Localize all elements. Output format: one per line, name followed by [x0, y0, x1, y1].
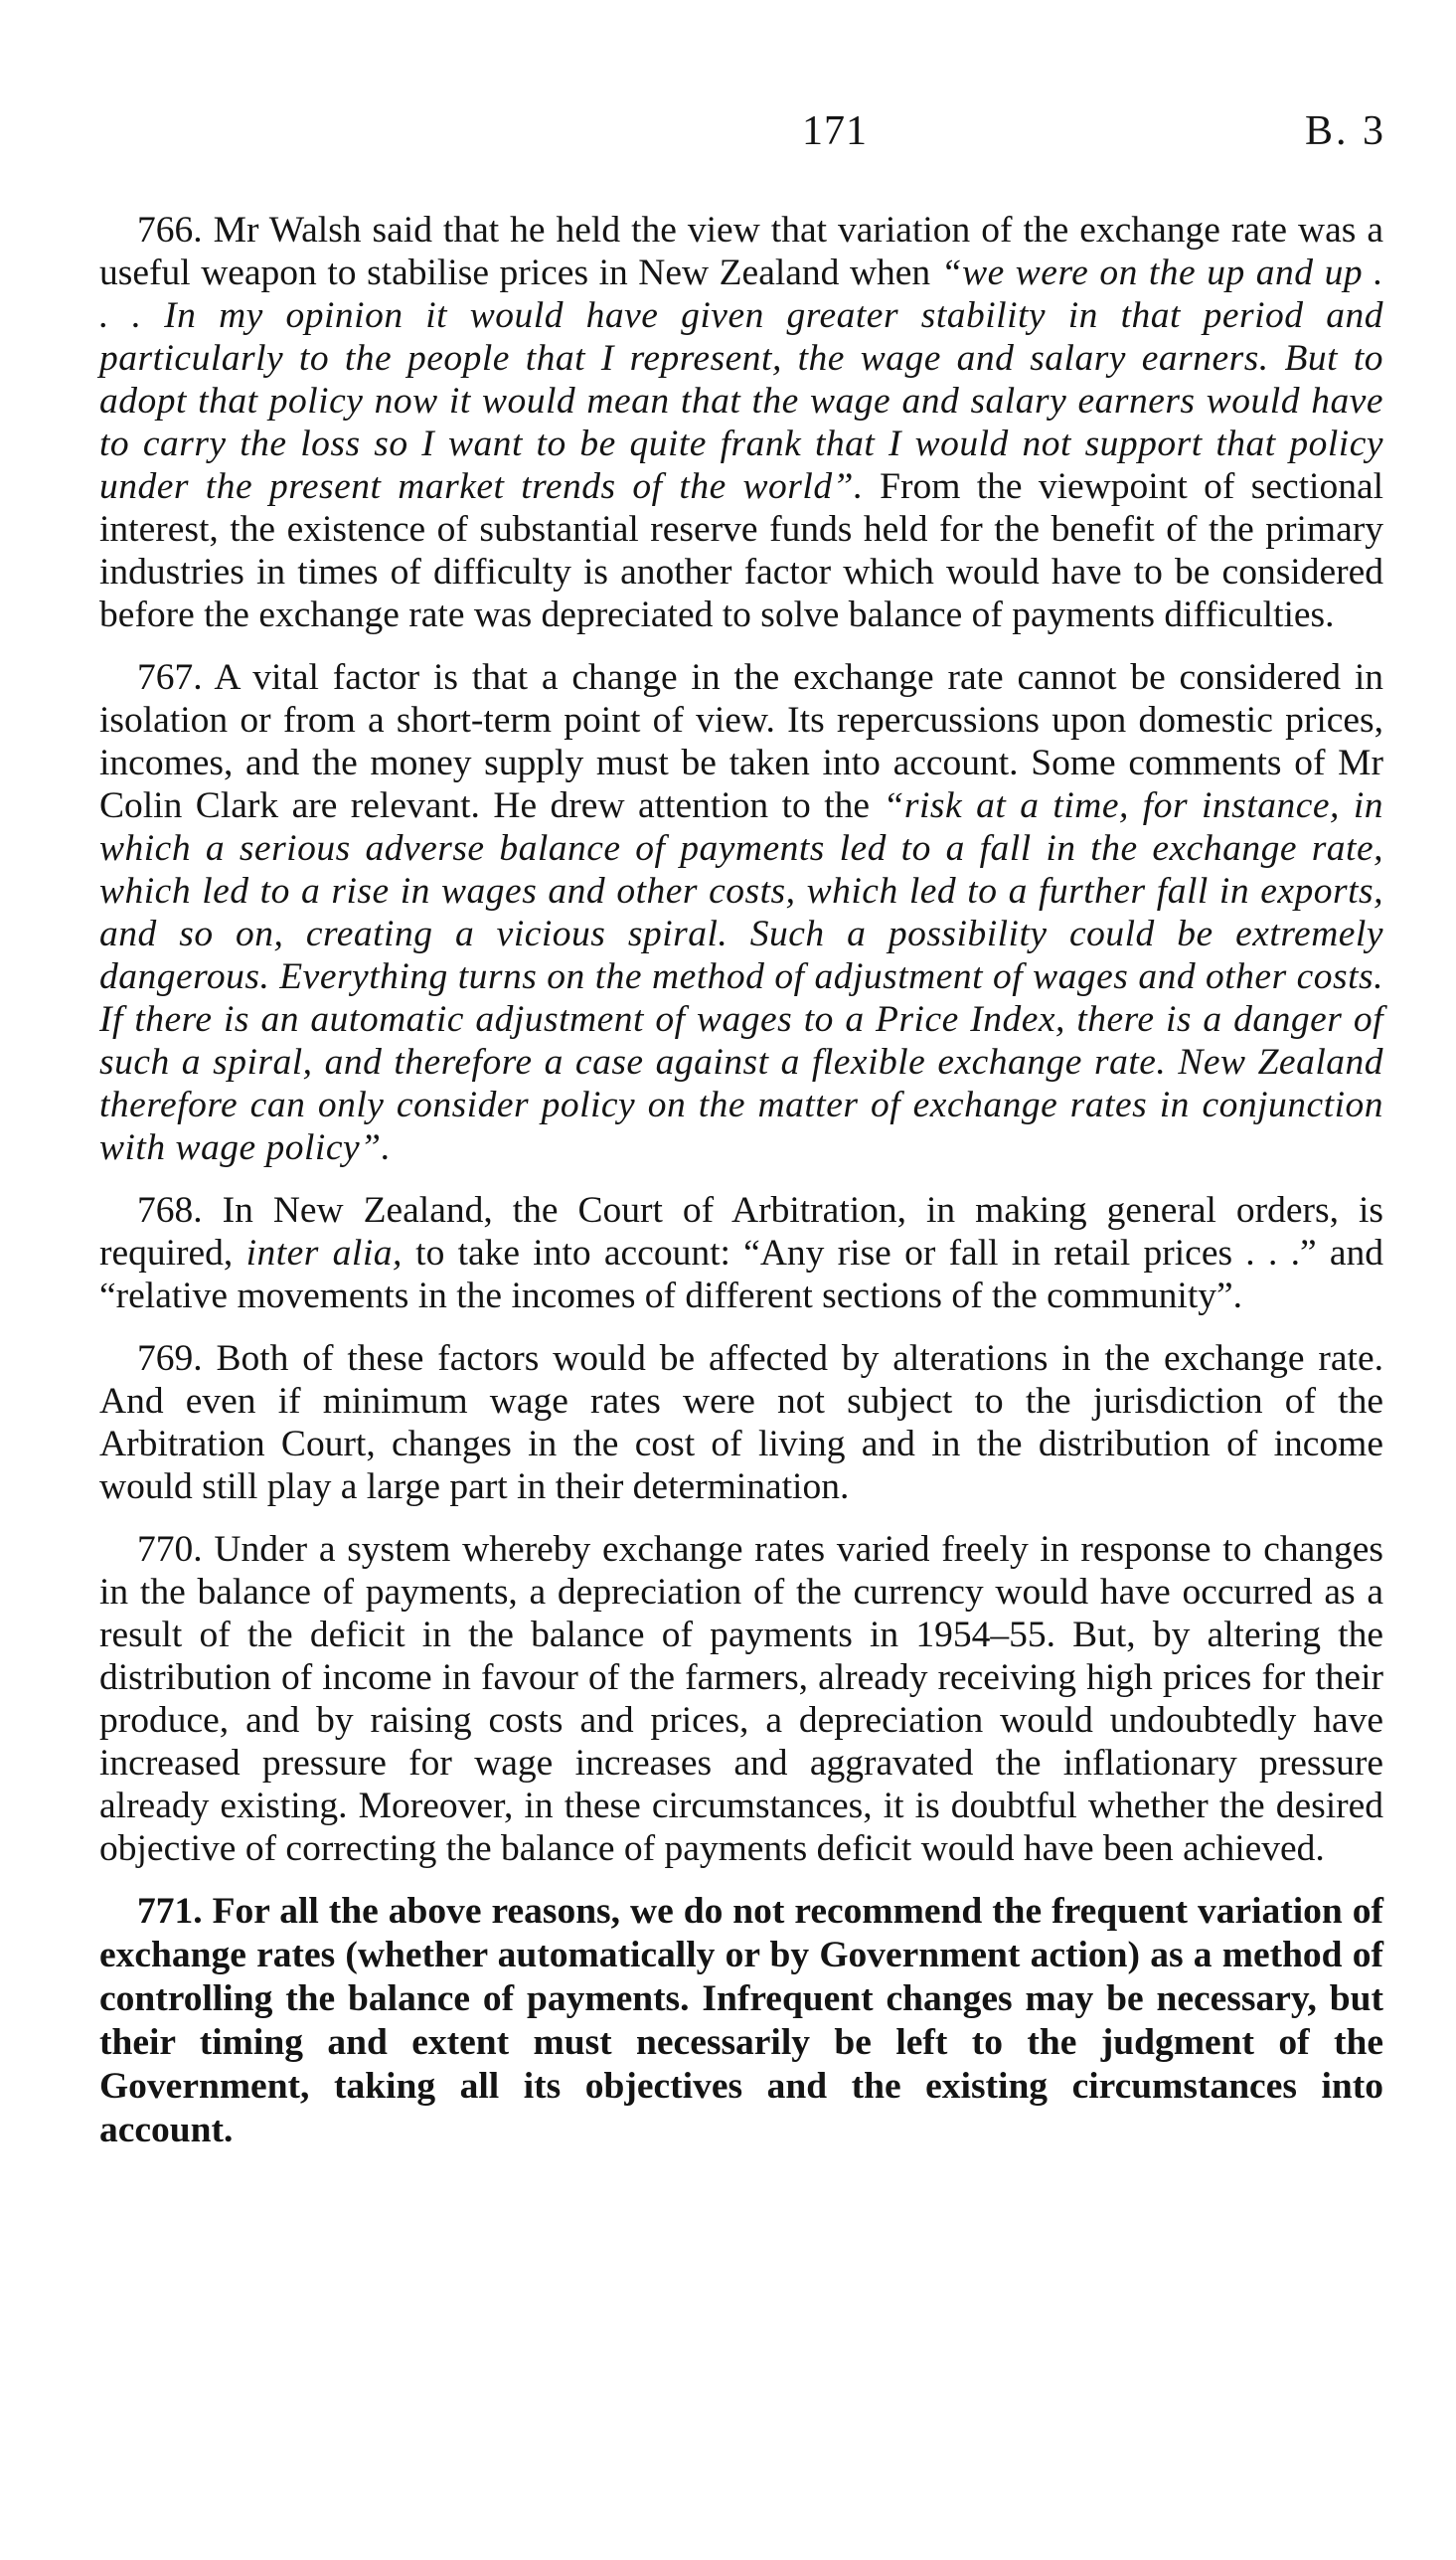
paragraph-text: Mr Walsh said that he held the view that variation of the exchange rate was a useful weapon to stabilise prices in New Zealand when	[99, 210, 1383, 293]
page-header	[99, 107, 1386, 167]
paragraph-767	[99, 656, 1383, 1169]
paragraph-768	[99, 1189, 1383, 1317]
paragraph-number: 769.	[137, 1338, 203, 1379]
paragraph-number: 771.	[137, 1891, 203, 1932]
quotation: “we were on the up and up . . . In my opinion it would have given greater stability in that period and particularly to the people that I represent, the wage and salary earners. But to adopt that policy now it would mean that the wage and salary earners would have to carry the loss so I want to be quite frank that I would not support that policy under the present market trends of the world”.	[99, 253, 1383, 507]
paragraph-766	[99, 209, 1383, 636]
paragraph-number: 767.	[137, 657, 203, 698]
paragraph-771-recommendation	[99, 1890, 1383, 2152]
paragraph-text: From the viewpoint of sectional interest, the existence of substantial reserve funds held for the benefit of the primary industries in times of difficulty is another factor which would have to be considered before the exchange rate was depreciated to solve balance of payments difficulties.	[99, 466, 1384, 635]
document-reference: B. 3	[1304, 108, 1386, 154]
paragraph-text: For all the above reasons, we do not recommend the frequent variation of exchange rates (whether automatically or by Government action) as a method of controlling the balance of payments. Infrequent changes may be necessary, but their timing and extent must necessarily be left to the judgment of the Government, taking all its objectives and the existing circumstances into account.	[99, 1891, 1383, 2150]
paragraph-text: Both of these factors would be affected by alterations in the exchange rate. And even if minimum wage rates were not subject to the jurisdiction of the Arbitration Court, changes in the cost of living and in the distribution of income would still play a large part in their determination.	[99, 1338, 1383, 1507]
document-body	[99, 209, 1383, 2172]
paragraph-number: 770.	[137, 1529, 203, 1570]
paragraph-770	[99, 1528, 1383, 1870]
paragraph-text: to take into account: “Any rise or fall in retail prices . . .” and “relative movements in the incomes of different sections of the community”.	[99, 1233, 1384, 1316]
paragraph-769	[99, 1337, 1383, 1508]
quotation: “risk at a time, for instance, in which a serious adverse balance of payments led to a fall in the exchange rate, which led to a rise in wages and other costs, which led to a further fall in exports, and so on, creating a vicious spiral. Such a possibility could be extremely dangerous. Everything turns on the method of adjustment of wages and other costs. If there is an automatic adjustment of wages to a Price Index, there is a danger of such a spiral, and therefore a case against a flexible exchange rate. New Zealand therefore can only consider policy on the matter of exchange rates in conjunction with wage policy”.	[99, 785, 1383, 1168]
latin-phrase: inter alia,	[245, 1233, 403, 1274]
paragraph-number: 768.	[137, 1190, 203, 1231]
paragraph-text: Under a system whereby exchange rates varied freely in response to changes in the balance of payments, a depreciation of the currency would have occurred as a result of the deficit in the balance of payments in 1954–55. But, by altering the distribution of income in favour of the farmers, already receiving high prices for their produce, and by raising costs and prices, a depreciation would undoubtedly have increased pressure for wage increases and aggravated the inflationary pressure already existing. Moreover, in these circumstances, it is doubtful whether the desired objective of correcting the balance of payments deficit would have been achieved.	[99, 1529, 1383, 1869]
page-number: 171	[802, 108, 868, 154]
paragraph-number: 766.	[137, 210, 203, 251]
paragraph-text: In New Zealand, the Court of Arbitration, in making general orders, is required,	[99, 1190, 1383, 1274]
paragraph-text: A vital factor is that a change in the exchange rate cannot be considered in isolation or from a short-term point of view. Its repercussions upon domestic prices, incomes, and the money supply must be taken into account. Some comments of Mr Colin Clark are relevant. He drew attention to the	[99, 657, 1383, 826]
